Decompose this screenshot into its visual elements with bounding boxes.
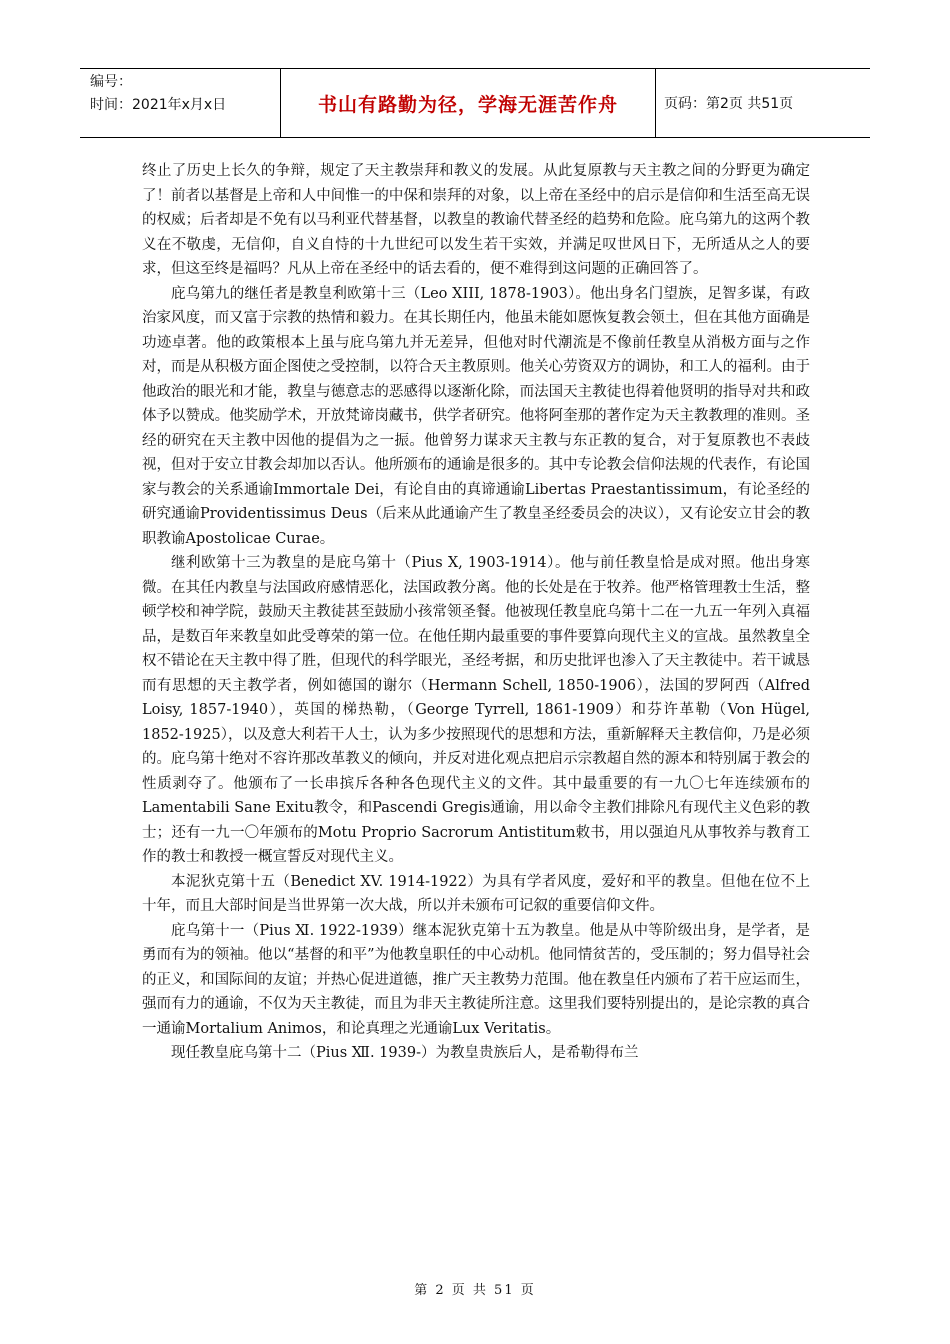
header-motto: 书山有路勤为径，学海无涯苦作舟 — [280, 69, 656, 137]
page-footer: 第 2 页 共 51 页 — [414, 1283, 536, 1298]
paragraph-benedict-xv: 本泥狄克第十五（Benedict XV. 1914-1922）为具有学者风度，爱好和平的教皇。但他在位不上十年，而且大部时间是当世界第一次大战，所以并未颁布可记叙的重要信仰文件。 — [142, 873, 810, 914]
page-header — [80, 68, 870, 138]
paragraph-pius-x: 继利欧第十三为教皇的是庇乌第十（Pius X, 1903-1914）。他与前任教皇恰是成对照。他出身寒微。在其任内教皇与法国政府感情恶化，法国政教分离。他的长处是在于牧养。他严格管理教士生活，整顿学校和神学院，鼓励天主教徒甚至鼓励小孩常领圣餐。他被现任教皇庇乌第十二在一九五一年列入真福品，是数百年来教皇如此受尊荣的第一位。在他任期内最重要的事件要算向现代主义的宣战。虽然教皇全权不错论在天主教中得了胜，但现代的科学眼光，圣经考据，和历史批评也渗入了天主教徒中。若干诚恳而有思想的天主教学者，例如德国的谢尔（Hermann Schell, 1850-1906），法国的罗阿西（Alfred Loisy, 1857-1940），英国的梯热勒，（George Tyrrell, 1861-1909）和芬许革勒（Von Hügel, 1852-1925），以及意大利若干人士，认为多少按照现代的思想和方法，重新解释天主教信仰，乃是必须的。庇乌第十绝对不容许那改革教义的倾向，并反对进化观点把启示宗教超自然的源本和特别属于教会的性质剥夺了。他颁布了一长串摈斥各种各色现代主义的文件。其中最重要的有一九〇七年连续颁布的Lamentabili Sane Exitu教令，和Pascendi Gregis通谕，用以命令主教们排除凡有现代主义色彩的教士；还有一九一〇年颁布的Motu Proprio Sacrorum Antistitum敕书，用以强迫凡从事牧养与教育工作的教士和教授一概宣誓反对现代主义。 — [142, 555, 810, 865]
paragraph-continuation: 终止了历史上长久的争辩，规定了天主教崇拜和教义的发展。从此复原教与天主教之间的分野更为确定了！前者以基督是上帝和人中间惟一的中保和崇拜的对象，以上帝在圣经中的启示是信仰和生活至高无误的权威；后者却是不免有以马利亚代替基督，以教皇的教谕代替圣经的趋势和危险。庇乌第九的这两个教义在不敬虔，无信仰，自义自恃的十九世纪可以发生若干实效，并满足叹世风日下，无所适从之人的要求，但这至终是福吗？凡从上帝在圣经中的话去看的，便不难得到这问题的正确回答了。 — [142, 163, 810, 277]
header-page-info: 页码：第2页 共51页 — [664, 96, 794, 112]
document-number-label: 编号： — [90, 74, 132, 90]
document-date-label: 时间：2021年x月x日 — [90, 97, 227, 113]
document-body — [142, 159, 810, 1066]
paragraph-pius-xi: 庇乌第十一（Pius Ⅺ. 1922-1939）继本泥狄克第十五为教皇。他是从中等阶级出身，是学者，是勇而有为的领袖。他以“基督的和平”为他教皇职任的中心动机。他同情贫苦的，受压制的；努力倡导社会的正义，和国际间的友谊；并热心促进道德，推广天主教势力范围。他在教皇任内颁布了若干应运而生，强而有力的通谕，不仅为天主教徒，而且为非天主教徒所注意。这里我们要特别提出的，是论宗教的真合一通谕Mortalium Animos，和论真理之光通谕Lux Veritatis。 — [142, 922, 810, 1037]
header-meta — [80, 69, 280, 137]
paragraph-leo-xiii: 庇乌第九的继任者是教皇利欧第十三（Leo XIII, 1878-1903）。他出身名门望族，足智多谋，有政治家风度，而又富于宗教的热情和毅力。在其长期任内，他虽未能如愿恢复教会领土，但在其他方面确是功迹卓著。他的政策根本上虽与庇乌第九并无差异，但他对时代潮流是不像前任教皇从消极方面与之作对，而是从积极方面企图使之受控制，以符合天主教原则。他关心劳资双方的调协，和工人的福利。由于他政治的眼光和才能，教皇与德意志的恶感得以逐渐化除，而法国天主教徒也得着他贤明的指导对共和政体予以赞成。他奖励学术，开放梵谛岗藏书，供学者研究。他将阿奎那的著作定为天主教教理的准则。圣经的研究在天主教中因他的提倡为之一振。他曾努力谋求天主教与东正教的复合，对于复原教也不表歧视，但对于安立甘教会却加以否认。他所颁布的通谕是很多的。其中专论教会信仰法规的代表作，有论国家与教会的关系通谕Immortale Dei，有论自由的真谛通谕Libertas Praestantissimum，有论圣经的研究通谕Providentissimus Deus（后来从此通谕产生了教皇圣经委员会的决议），又有论安立甘会的教职教谕Apostolicae Curae。 — [142, 285, 810, 547]
paragraph-pius-xii: 现任教皇庇乌第十二（Pius Ⅻ. 1939-）为教皇贵族后人，是希勒得布兰 — [171, 1045, 639, 1061]
